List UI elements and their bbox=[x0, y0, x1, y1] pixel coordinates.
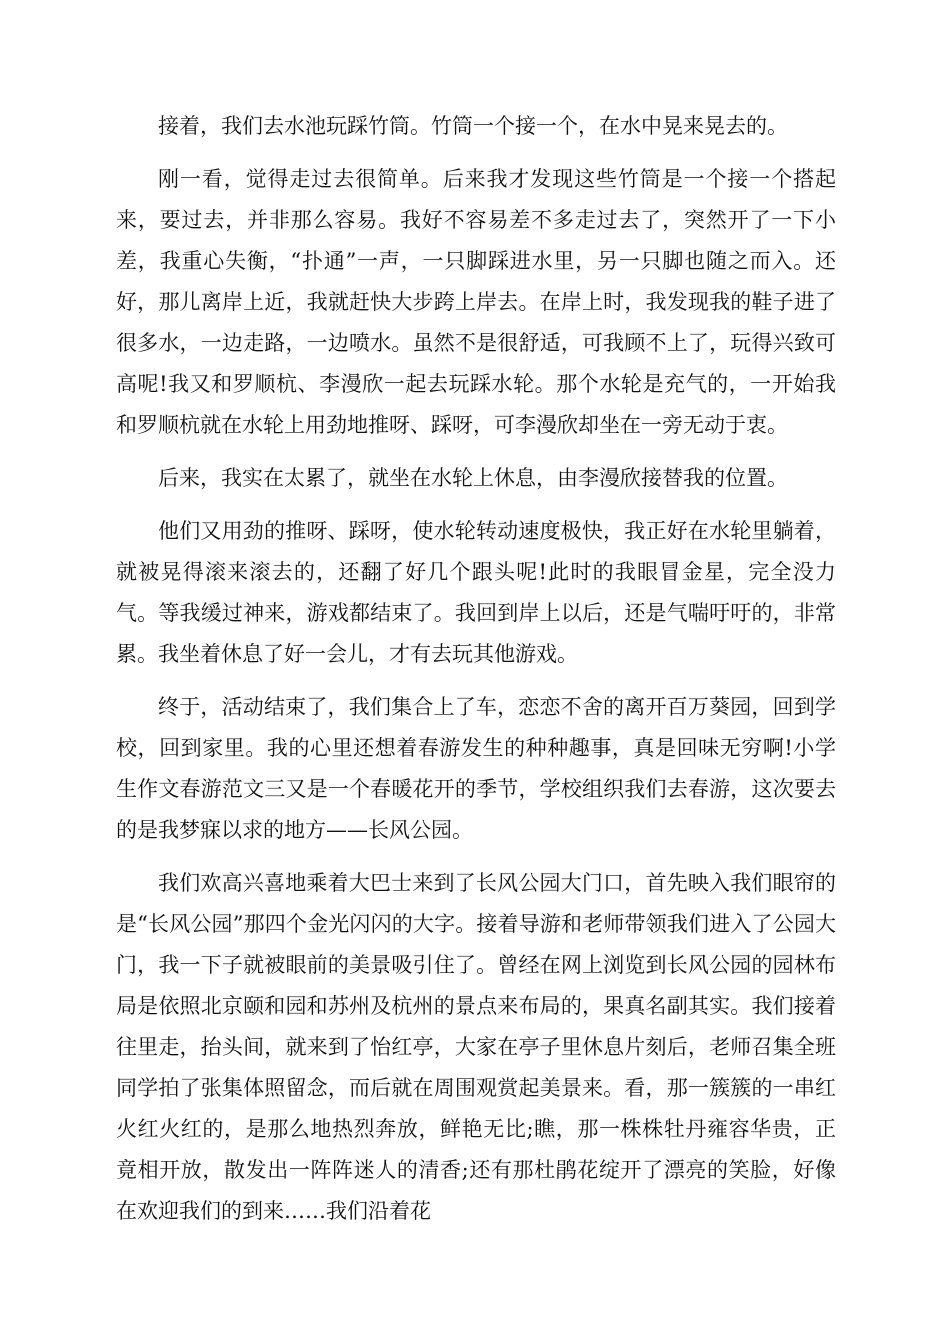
paragraph-return-home: 终于，活动结束了，我们集合上了车，恋恋不舍的离开百万葵园，回到学校，回到家里。我的心里还想着春游发生的种种趣事，真是回味无穷啊!小学生作文春游范文三又是一个春暖花开的季节，学校组织我们去春游，这次要去的是我梦寐以求的地方——长风公园。 bbox=[116, 695, 836, 842]
document-body bbox=[116, 106, 836, 1232]
paragraph-water-wheel: 他们又用劲的推呀、踩呀，使水轮转动速度极快，我正好在水轮里躺着，就被晃得滚来滚去的，还翻了好几个跟头呢!此时的我眼冒金星，完全没力气。等我缓过神来，游戏都结束了。我回到岸上以后，还是气喘吁吁的，非常累。我坐着休息了好一会儿，才有去玩其他游戏。 bbox=[116, 519, 836, 666]
paragraph-bamboo-fall: 刚一看，觉得走过去很简单。后来我才发现这些竹筒是一个接一个搭起来，要过去，并非那么容易。我好不容易差不多走过去了，突然开了一下小差，我重心失衡，“扑通”一声，一只脚踩进水里，另一只脚也随之而入。还好，那儿离岸上近，我就赶快大步跨上岸去。在岸上时，我发现我的鞋子进了很多水，一边走路，一边喷水。虽然不是很舒适，可我顾不上了，玩得兴致可高呢!我又和罗顺杭、李漫欣一起去玩踩水轮。那个水轮是充气的，一开始我和罗顺杭就在水轮上用劲地推呀、踩呀，可李漫欣却坐在一旁无动于衷。 bbox=[116, 167, 836, 437]
paragraph-rest: 后来，我实在太累了，就坐在水轮上休息，由李漫欣接替我的位置。 bbox=[158, 466, 788, 490]
paragraph-changfeng-park: 我们欢高兴喜地乘着大巴士来到了长风公园大门口，首先映入我们眼帘的是“长风公园”那四个金光闪闪的大字。接着导游和老师带领我们进入了公园大门，我一下子就被眼前的美景吸引住了。曾经在网上浏览到长风公园的园林布局是依照北京颐和园和苏州及杭州的景点来布局的，果真名副其实。我们接着往里走，抬头间，就来到了怡红亭，大家在亭子里休息片刻后，老师召集全班同学拍了张集体照留念，而后就在周围观赏起美景来。看，那一簇簇的一串红火红火红的，是那么地热烈奔放，鲜艳无比;瞧，那一株株牡丹雍容华贵，正竟相开放，散发出一阵阵迷人的清香;还有那杜鹃花绽开了漂亮的笑脸，好像在欢迎我们的到来……我们沿着花 bbox=[116, 871, 836, 1223]
paragraph-bamboo-intro: 接着，我们去水池玩踩竹筒。竹筒一个接一个，在水中晃来晃去的。 bbox=[158, 114, 788, 138]
